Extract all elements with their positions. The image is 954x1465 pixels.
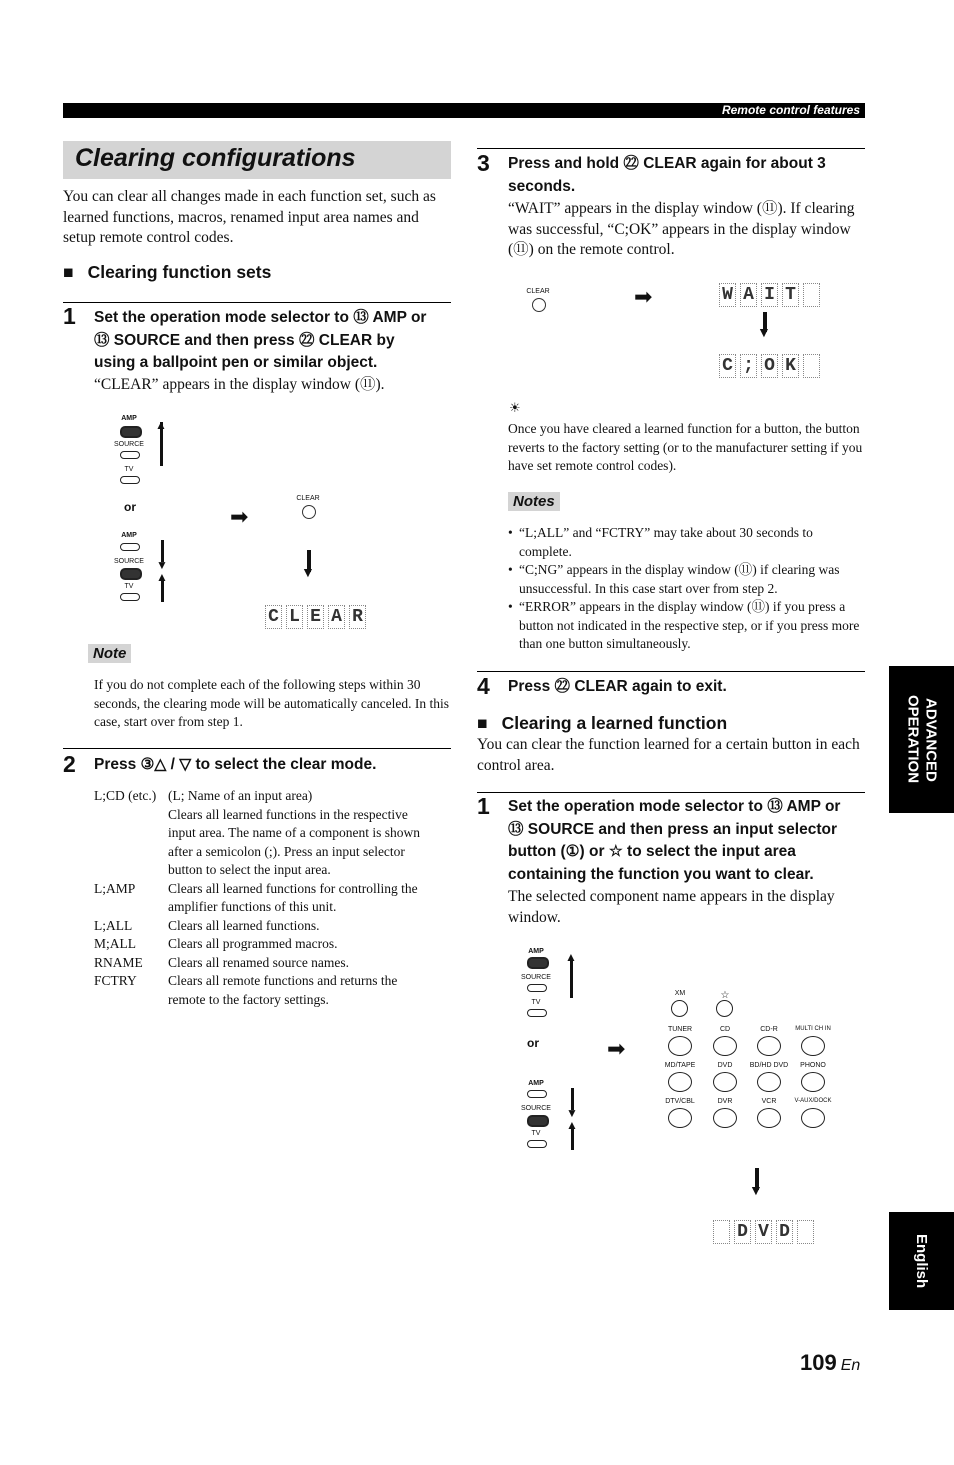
header-section: Remote control features xyxy=(721,103,860,117)
page-title: Clearing configurations xyxy=(75,144,356,172)
clear-button-icon xyxy=(532,298,546,312)
section2-intro: You can clear the function learned for a certain button in each control area. xyxy=(477,736,860,774)
notes-list xyxy=(508,524,864,654)
side-tab-english[interactable]: English xyxy=(889,1212,954,1310)
dvd-label: DVD xyxy=(717,1062,733,1069)
star-button[interactable] xyxy=(716,1000,733,1017)
figure-input-selector: AMP SOURCE TV ▲ or AMP SOURCE TV ▼ ▲ ➡ XM ☆ TUNER CD CD-R MULTI CH IN MD/TAPE DVD BD/HD DVD PHONO DTV/CBL DVR VCR V-AUX/DOCK ▼ D V D xyxy=(515,940,845,1250)
step-number: 2 xyxy=(63,751,76,777)
dvd-button[interactable] xyxy=(713,1072,737,1092)
figure-wait-ok: CLEAR ➡ W A I T ▼ C ; O K xyxy=(520,278,820,388)
bdhddvd-button[interactable] xyxy=(757,1072,781,1092)
tuner-label: TUNER xyxy=(667,1026,693,1033)
cd-label: CD xyxy=(719,1026,731,1033)
side-tab-advanced-operation[interactable]: ADVANCED OPERATION xyxy=(889,666,954,813)
section2-step1-heading: Set the operation mode selector to ⑬ AMP or ⑬ SOURCE and then press an input selector button (①) or ☆ to select the input area containing the function you want to clear. xyxy=(508,798,841,883)
or-label: or xyxy=(527,1036,539,1050)
phono-button[interactable] xyxy=(801,1072,825,1092)
arrow-down-icon: ▼ xyxy=(749,1184,763,1199)
dvr-label: DVR xyxy=(717,1098,733,1105)
dtvcbl-label: DTV/CBL xyxy=(665,1098,695,1105)
clear-button-icon xyxy=(302,505,316,519)
multich-label: MULTI CH IN xyxy=(795,1026,831,1032)
step1-description: “CLEAR” appears in the display window (⑪). xyxy=(94,376,385,393)
list-item: • “ERROR” appears in the display window (⑪) if you press a button not indicated in the respective step, or if you press more than one button simultaneously. xyxy=(508,599,860,651)
lcd-display-clear: C L E A R xyxy=(265,605,366,629)
step-rule xyxy=(477,671,865,672)
cdr-button[interactable] xyxy=(757,1036,781,1056)
lcd-display-dvd: D V D xyxy=(713,1220,814,1244)
tip-icon: ☀ xyxy=(509,400,521,415)
vaux-button[interactable] xyxy=(801,1108,825,1128)
mdtape-button[interactable] xyxy=(668,1072,692,1092)
lcd-display-wait: W A I T xyxy=(719,283,820,307)
tuner-button[interactable] xyxy=(668,1036,692,1056)
step2-heading: Press ③△ / ▽ to select the clear mode. xyxy=(94,756,377,773)
dvr-button[interactable] xyxy=(713,1108,737,1128)
step4-heading: Press ㉒ CLEAR again to exit. xyxy=(508,678,727,695)
page-title-box xyxy=(63,141,451,179)
xm-label: XM xyxy=(674,990,686,997)
phono-label: PHONO xyxy=(800,1062,826,1069)
section2-step1-description: The selected component name appears in the display window. xyxy=(508,888,835,926)
step-number: 1 xyxy=(63,303,76,329)
arrow-right-icon: ➡ xyxy=(230,504,249,529)
figure-mode-selector: AMP SOURCE TV ▲ or AMP SOURCE TV ▼ ▲ ➡ CLEAR ▼ C L E A R xyxy=(110,410,370,640)
mdtape-label: MD/TAPE xyxy=(664,1062,696,1069)
section-heading-learned-function: ■ Clearing a learned function xyxy=(477,713,728,733)
dtvcbl-button[interactable] xyxy=(668,1108,692,1128)
cd-button[interactable] xyxy=(713,1036,737,1056)
step3-heading: Press and hold ㉒ CLEAR again for about 3 seconds. xyxy=(508,155,826,195)
step-number: 1 xyxy=(477,793,490,819)
xm-button[interactable] xyxy=(671,1000,688,1017)
step1-heading: Set the operation mode selector to ⑬ AMP or ⑬ SOURCE and then press ㉒ CLEAR by using a ballpoint pen or similar object. xyxy=(94,309,427,371)
step-rule xyxy=(63,748,451,749)
header-bar xyxy=(63,103,865,118)
step-rule xyxy=(477,792,865,793)
lcd-display-ok: C ; O K xyxy=(719,354,820,378)
or-label: or xyxy=(124,500,136,514)
step-rule xyxy=(477,148,865,149)
list-item: • “C;NG” appears in the display window (⑪) if clearing was unsuccessful. In this case start over from step 2. xyxy=(508,562,840,596)
vcr-button[interactable] xyxy=(757,1108,781,1128)
vcr-label: VCR xyxy=(761,1098,777,1105)
bdhddvd-label: BD/HD DVD xyxy=(749,1062,789,1069)
note-badge: Note xyxy=(88,644,131,663)
multich-button[interactable] xyxy=(801,1036,825,1056)
step-number: 3 xyxy=(477,150,490,176)
cdr-label: CD-R xyxy=(760,1026,778,1033)
vaux-label: V-AUX/DOCK xyxy=(794,1098,832,1104)
arrow-right-icon: ➡ xyxy=(634,284,653,309)
star-icon: ☆ xyxy=(720,990,730,1001)
step-number: 4 xyxy=(477,673,490,699)
tip-text: Once you have cleared a learned function for a button, the button reverts to the factory setting (or to the manufacturer setting if you have set remote control codes). xyxy=(508,421,863,473)
step-rule xyxy=(63,302,451,303)
page-number: 109 En xyxy=(800,1350,861,1375)
step3-description: “WAIT” appears in the display window (⑪). If clearing was successful, “C;OK” appears in the display window (⑪) on the remote control. xyxy=(508,200,855,258)
clear-mode-list: L;CD (etc.) (L; Name of an input area) Clears all learned functions in the respective input area. The name of a component is shown after a semicolon (;). Press an input selector button to select the input area. L;AMP Clears all learned functions for controlling the amplifier functions of this unit. L;ALL Clears all learned functions. M;ALL Clears all programmed macros. RNAME Clears all renamed source names. FCTRY Clears all remote functions and returns the remote to the factory settings. xyxy=(94,788,421,1007)
section-heading-function-sets: ■ Clearing function sets xyxy=(63,262,272,282)
intro-text: You can clear all changes made in each function set, such as learned functions, macros, renamed input area names and setup remote control codes. xyxy=(63,188,436,246)
arrow-down-icon: ▼ xyxy=(301,566,315,581)
note-text: If you do not complete each of the following steps within 30 seconds, the clearing mode will be automatically canceled. In this case, start over from step 1. xyxy=(94,677,450,729)
arrow-right-icon: ➡ xyxy=(607,1036,626,1061)
list-item: • “L;ALL” and “FCTRY” may take about 30 seconds to complete. xyxy=(508,525,813,559)
notes-badge: Notes xyxy=(508,492,560,511)
arrow-down-icon: ▼ xyxy=(757,326,771,341)
